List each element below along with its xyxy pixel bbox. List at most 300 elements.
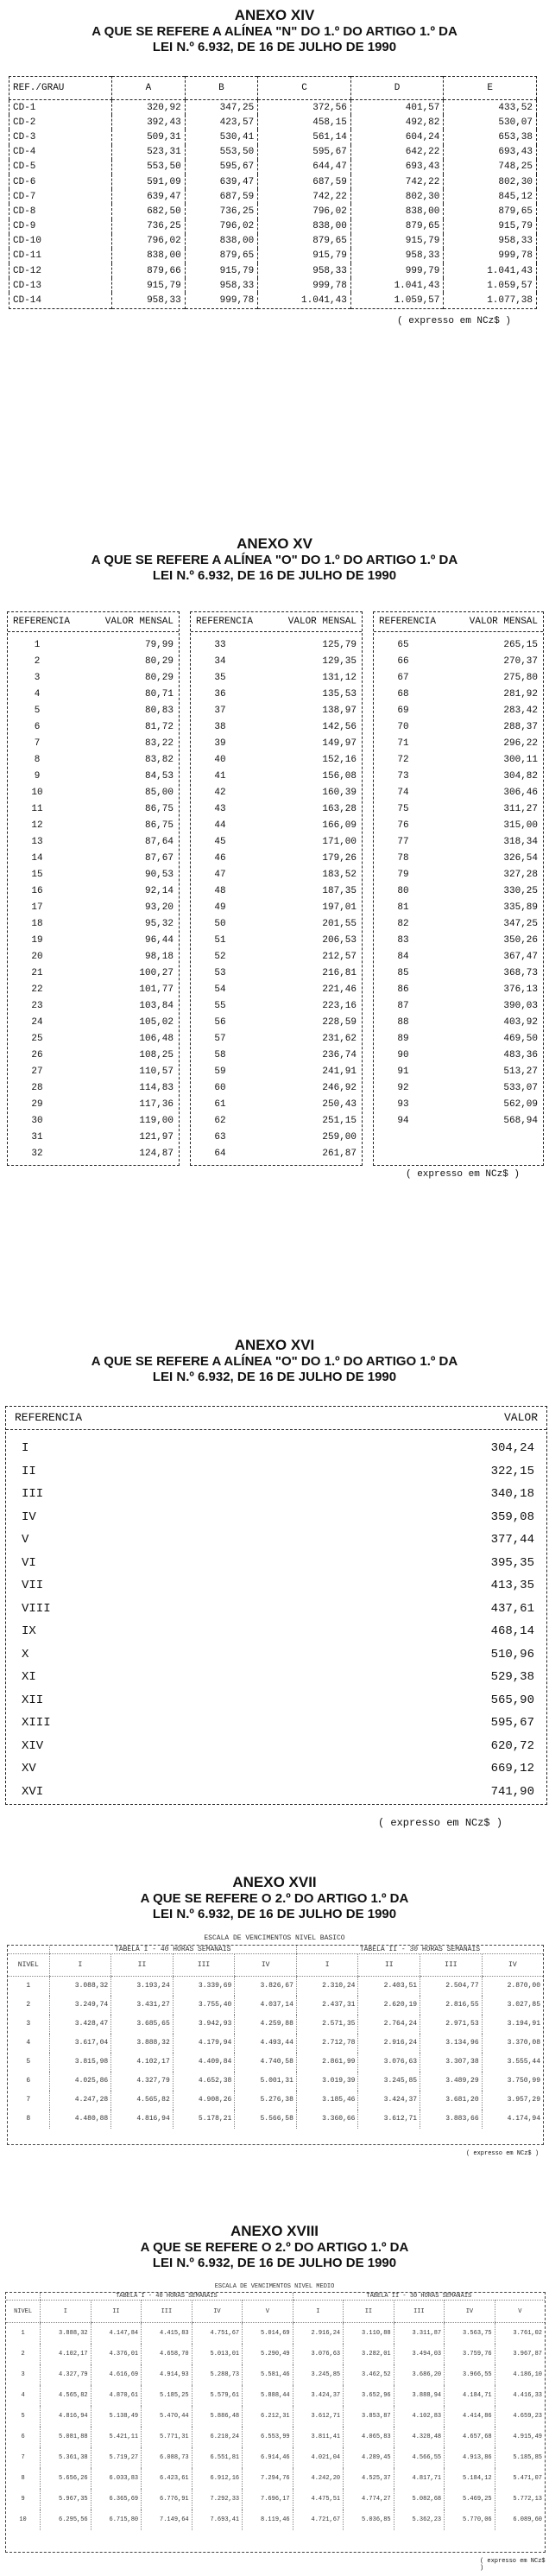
table-cell: 5.469,25: [445, 2489, 495, 2510]
valor-cell: 80,29: [144, 656, 174, 667]
anexo-xv-line1: A QUE SE REFERE A ALÍNEA "O" DO 1.º DO ARTIGO 1.º DA: [91, 553, 458, 567]
column-header: C: [258, 77, 351, 100]
table-cell: 3.888,32: [41, 2323, 92, 2344]
referencia-cell: 30: [31, 1116, 43, 1126]
referencia-cell: 22: [31, 984, 43, 995]
table-row: [8, 2110, 543, 2129]
table-row: [191, 670, 362, 687]
valor-cell: 179,26: [322, 853, 357, 864]
referencia-cell: I: [22, 1441, 29, 1455]
valor-cell: 568,94: [503, 1116, 538, 1126]
table-row: [374, 654, 543, 670]
table-row: [9, 115, 537, 130]
valor-cell: 83,82: [144, 755, 174, 765]
table-cell: 4.376,01: [91, 2344, 142, 2364]
table-cell: 5.361,38: [41, 2447, 92, 2468]
table-row: [374, 1031, 543, 1047]
referencia-cell: XV: [22, 1762, 36, 1775]
table-cell: 3.076,63: [293, 2344, 344, 2364]
valor-cell: 223,16: [322, 1001, 357, 1011]
table-row: [8, 900, 179, 916]
table-cell: 2.310,24: [296, 1977, 358, 1996]
referencia-cell: 35: [214, 673, 226, 683]
table-cell: 6.553,99: [243, 2427, 293, 2447]
table-header-row: [8, 1954, 543, 1977]
table-row: [191, 916, 362, 933]
referencia-cell: 93: [397, 1099, 409, 1110]
table-row: [191, 900, 362, 916]
table-row: [8, 867, 179, 883]
table-cell: 5.566,58: [235, 2110, 297, 2129]
group-tabela-ii: TABELA II - 30 HORAS SEMANAIS: [293, 2293, 545, 2301]
table-cell: 2.916,24: [293, 2323, 344, 2344]
table-cell: 5.276,38: [235, 2091, 297, 2110]
table-cell: 3.888,32: [111, 2034, 174, 2053]
referencia-cell: 68: [397, 689, 409, 699]
table-row: [191, 851, 362, 867]
table-row: [374, 670, 543, 687]
valor-cell: 83,22: [144, 738, 174, 749]
table-row: [6, 1598, 546, 1621]
table-cell: CD-14: [13, 295, 42, 307]
anexo-xv-column-2: [190, 611, 363, 1166]
referencia-cell: XII: [22, 1693, 44, 1707]
table-cell: 3.888,94: [394, 2385, 445, 2406]
referencia-cell: 69: [397, 706, 409, 716]
referencia-cell: 36: [214, 689, 226, 699]
table-row: [9, 100, 537, 116]
table-cell: 4.816,94: [111, 2110, 174, 2129]
table-cell: 6.088,73: [142, 2447, 192, 2468]
referencia-cell: 74: [397, 788, 409, 798]
table-cell: 3.194,91: [482, 2015, 543, 2034]
anexo-xv-footnote: ( expresso em NCz$ ): [406, 1169, 521, 1180]
table-cell: 999,78: [444, 249, 537, 263]
table-cell: 4.102,17: [111, 2053, 174, 2072]
table-cell: 742,22: [350, 174, 444, 189]
table-cell: CD-5: [13, 161, 36, 173]
column-header: II: [111, 1954, 174, 1977]
table-row: [9, 293, 537, 308]
table-cell: 1.041,43: [444, 263, 537, 278]
valor-cell: 129,35: [322, 656, 357, 667]
table-row: [8, 785, 179, 801]
table-cell: 3.193,24: [111, 1977, 174, 1996]
table-cell: 693,43: [350, 160, 444, 174]
table-row: [8, 818, 179, 834]
table-row: [374, 965, 543, 982]
table-cell: 2.764,24: [358, 2015, 420, 2034]
referencia-cell: X: [22, 1647, 29, 1661]
valor-cell: 390,03: [503, 1001, 538, 1011]
table-header-row: [8, 612, 179, 632]
table-row: [8, 801, 179, 818]
table-row: [191, 883, 362, 900]
table-row: [191, 982, 362, 998]
referencia-cell: 43: [214, 804, 226, 814]
table-cell: 3.759,76: [445, 2344, 495, 2364]
table-cell: 5.001,31: [235, 2072, 297, 2091]
valor-cell: 413,35: [490, 1579, 534, 1592]
table-row: [191, 998, 362, 1015]
referencia-cell: 50: [214, 919, 226, 929]
table-cell: 6.551,81: [192, 2447, 243, 2468]
column-header: REF./GRAU: [9, 77, 112, 100]
anexo-xiv-line2: LEI N.º 6.932, DE 16 DE JULHO DE 1990: [152, 40, 397, 54]
table-cell: 3.494,03: [394, 2344, 445, 2364]
table-row: [6, 1437, 546, 1460]
table-cell: 5.178,21: [173, 2110, 235, 2129]
table-cell: 2.971,53: [420, 2015, 483, 2034]
table-row: [6, 1689, 546, 1712]
table-cell: 915,79: [350, 234, 444, 249]
referencia-cell: 90: [397, 1050, 409, 1060]
table-cell: 958,33: [258, 263, 351, 278]
table-cell: 4.414,86: [445, 2406, 495, 2427]
valor-cell: 206,53: [322, 935, 357, 946]
table-cell: 3.185,46: [296, 2091, 358, 2110]
table-cell: 3.462,52: [344, 2364, 394, 2385]
valor-cell: 275,80: [503, 673, 538, 683]
referencia-cell: 17: [31, 902, 43, 913]
table-row: [6, 2468, 545, 2489]
column-header: II: [91, 2301, 142, 2323]
table-cell: 4: [26, 2039, 31, 2047]
column-header: IV: [192, 2301, 243, 2323]
table-header-row: [374, 612, 543, 632]
column-header: IV: [482, 1954, 543, 1977]
table-cell: 4.416,33: [495, 2385, 545, 2406]
valor-cell: 131,12: [322, 673, 357, 683]
table-cell: 492,82: [350, 115, 444, 130]
referencia-cell: 94: [397, 1116, 409, 1126]
valor-cell: 80,71: [144, 689, 174, 699]
table-cell: 5: [26, 2058, 31, 2066]
table-cell: 423,57: [185, 115, 258, 130]
table-header-row: [191, 612, 362, 632]
table-row: [6, 1757, 546, 1781]
valor-cell: 377,44: [490, 1533, 534, 1547]
table-cell: 879,66: [112, 263, 186, 278]
table-cell: 5.967,35: [41, 2489, 92, 2510]
valor-cell: 335,89: [503, 902, 538, 913]
table-cell: 3.652,96: [344, 2385, 394, 2406]
col-referencia: REFERENCIA: [15, 1411, 83, 1424]
referencia-cell: 46: [214, 853, 226, 864]
table-cell: 639,47: [185, 174, 258, 189]
valor-cell: 327,28: [503, 870, 538, 880]
referencia-cell: 89: [397, 1034, 409, 1044]
anexo-xv-line2: LEI N.º 6.932, DE 16 DE JULHO DE 1990: [152, 568, 397, 583]
referencia-cell: 33: [214, 640, 226, 650]
table-cell: 1.059,57: [444, 278, 537, 293]
table-cell: 4.480,88: [49, 2110, 111, 2129]
table-row: [191, 1064, 362, 1080]
table-cell: 3.883,66: [420, 2110, 483, 2129]
table-cell: 5.886,48: [192, 2406, 243, 2427]
table-cell: 4.908,26: [173, 2091, 235, 2110]
valor-cell: 231,62: [322, 1034, 357, 1044]
referencia-cell: 16: [31, 886, 43, 896]
table-cell: 530,41: [185, 130, 258, 144]
table-row: [374, 867, 543, 883]
table-cell: 6.033,83: [91, 2468, 142, 2489]
table-cell: CD-13: [13, 280, 42, 291]
table-row: [9, 145, 537, 160]
column-header: II: [344, 2301, 394, 2323]
valor-cell: 513,27: [503, 1066, 538, 1077]
anexo-xvi-heading: [0, 1337, 549, 1385]
valor-cell: 119,00: [139, 1116, 174, 1126]
table-header-row: [6, 2301, 545, 2323]
table-row: [374, 1113, 543, 1130]
table-cell: 642,22: [350, 145, 444, 160]
table-cell: 3.307,38: [420, 2053, 483, 2072]
valor-cell: 469,50: [503, 1034, 538, 1044]
table-cell: 8.119,46: [243, 2510, 293, 2530]
table-cell: CD-6: [13, 176, 36, 187]
table-row: [6, 1552, 546, 1575]
referencia-cell: 55: [214, 1001, 226, 1011]
table-cell: 4.174,94: [482, 2110, 543, 2129]
valor-cell: 163,28: [322, 804, 357, 814]
table-cell: 4.179,94: [173, 2034, 235, 2053]
valor-cell: 281,92: [503, 689, 538, 699]
referencia-cell: 6: [34, 722, 41, 732]
table-cell: 4.817,71: [394, 2468, 445, 2489]
referencia-cell: 5: [34, 706, 41, 716]
table-cell: 958,33: [350, 249, 444, 263]
table-row: [374, 769, 543, 785]
valor-cell: 106,48: [139, 1034, 174, 1044]
table-cell: 3.311,87: [394, 2323, 445, 2344]
table-cell: 3.282,01: [344, 2344, 394, 2364]
table-row: [374, 736, 543, 752]
table-cell: 5.656,26: [41, 2468, 92, 2489]
table-header-row: [6, 1407, 546, 1430]
table-row: [8, 719, 179, 736]
table-cell: 2.861,99: [296, 2053, 358, 2072]
referencia-cell: 8: [34, 755, 41, 765]
anexo-xvii-title: ANEXO XVII: [232, 1874, 317, 1890]
group-tabela-ii: TABELA II - 30 HORAS SEMANAIS: [296, 1946, 543, 1954]
anexo-xv-column-3: [373, 611, 544, 1166]
anexo-xvii-footnote: ( expresso em NCz$ ): [466, 2150, 540, 2157]
referencia-cell: 81: [397, 902, 409, 913]
table-cell: 802,30: [350, 189, 444, 204]
anexo-xvii-table: [7, 1945, 544, 2145]
table-row: [8, 2091, 543, 2110]
valor-cell: 562,09: [503, 1099, 538, 1110]
valor-cell: 108,25: [139, 1050, 174, 1060]
table-row: [191, 654, 362, 670]
table-cell: 3.957,29: [482, 2091, 543, 2110]
table-row: [8, 769, 179, 785]
table-cell: 879,65: [258, 234, 351, 249]
table-cell: 4.186,10: [495, 2364, 545, 2385]
referencia-cell: 92: [397, 1083, 409, 1093]
valor-cell: 306,46: [503, 788, 538, 798]
table-cell: 7: [26, 2096, 31, 2104]
anexo-xiv-title: ANEXO XIV: [234, 7, 315, 23]
table-cell: 845,12: [444, 189, 537, 204]
table-header-row: [9, 77, 537, 100]
table-row: [6, 1506, 546, 1529]
valor-cell: 86,75: [144, 820, 174, 831]
table-cell: 2.870,00: [482, 1977, 543, 1996]
table-cell: 2.571,35: [296, 2015, 358, 2034]
table-cell: 2: [26, 2001, 31, 2009]
table-cell: 2.504,77: [420, 1977, 483, 1996]
table-cell: 591,09: [112, 174, 186, 189]
table-cell: 3.489,29: [420, 2072, 483, 2091]
table-cell: 796,02: [185, 219, 258, 234]
referencia-cell: XIV: [22, 1738, 44, 1753]
referencia-cell: 27: [31, 1066, 43, 1077]
table-cell: 5.770,06: [445, 2510, 495, 2530]
table-cell: CD-1: [13, 102, 36, 113]
table-cell: 3.685,65: [111, 2015, 174, 2034]
table-cell: 3.019,39: [296, 2072, 358, 2091]
table-row: [6, 2385, 545, 2406]
table-cell: 915,79: [258, 249, 351, 263]
valor-cell: 376,13: [503, 984, 538, 995]
valor-cell: 529,38: [490, 1670, 534, 1684]
table-cell: 3.555,44: [482, 2053, 543, 2072]
table-row: [8, 834, 179, 851]
table-cell: 3: [26, 2020, 31, 2028]
table-cell: 3.245,85: [358, 2072, 420, 2091]
valor-cell: 221,46: [322, 984, 357, 995]
table-cell: 3: [21, 2370, 25, 2378]
table-row: [374, 1064, 543, 1080]
table-cell: 1.041,43: [258, 293, 351, 308]
referencia-cell: 13: [31, 837, 43, 847]
table-cell: 4.652,38: [173, 2072, 235, 2091]
valor-cell: 93,20: [144, 902, 174, 913]
referencia-cell: 9: [34, 771, 41, 782]
table-row: [191, 769, 362, 785]
table-row: [8, 965, 179, 982]
table-cell: 687,59: [258, 174, 351, 189]
valor-cell: 565,90: [490, 1693, 534, 1707]
column-header: III: [420, 1954, 483, 1977]
column-header: E: [444, 77, 537, 100]
table-row: [191, 965, 362, 982]
valor-cell: 79,99: [144, 640, 174, 650]
table-cell: CD-12: [13, 265, 42, 276]
column-header: A: [112, 77, 186, 100]
referencia-cell: 11: [31, 804, 43, 814]
column-header: NIVEL: [6, 2301, 41, 2323]
valor-cell: 86,75: [144, 804, 174, 814]
table-cell: 8: [21, 2474, 25, 2482]
referencia-cell: 65: [397, 640, 409, 650]
valor-cell: 468,14: [490, 1624, 534, 1638]
table-cell: 693,43: [444, 145, 537, 160]
col-referencia: REFERENCIA: [379, 617, 437, 627]
table-cell: 3.563,75: [445, 2323, 495, 2344]
table-cell: 5.185,85: [495, 2447, 545, 2468]
table-row: [8, 2034, 543, 2053]
table-cell: 6.776,91: [142, 2489, 192, 2510]
table-cell: 5.081,88: [41, 2427, 92, 2447]
referencia-cell: 75: [397, 804, 409, 814]
table-cell: 6.715,80: [91, 2510, 142, 2530]
table-row: [191, 1097, 362, 1113]
referencia-cell: XI: [22, 1670, 36, 1684]
table-cell: 4.289,45: [344, 2447, 394, 2468]
table-cell: 9: [21, 2495, 25, 2503]
table-cell: 2.620,19: [358, 1996, 420, 2015]
table-cell: 5.579,61: [192, 2385, 243, 2406]
valor-cell: 84,53: [144, 771, 174, 782]
table-cell: 3.110,88: [344, 2323, 394, 2344]
anexo-xvi-table: [5, 1406, 547, 1805]
table-cell: 3.088,32: [49, 1977, 111, 1996]
table-cell: 644,47: [258, 160, 351, 174]
table-cell: 4.658,70: [142, 2344, 192, 2364]
table-cell: 433,52: [444, 100, 537, 116]
table-cell: 4.102,17: [41, 2344, 92, 2364]
referencia-cell: 78: [397, 853, 409, 864]
referencia-cell: 85: [397, 968, 409, 978]
table-row: [8, 637, 179, 654]
col-valor-mensal: VALOR MENSAL: [104, 617, 174, 627]
table-cell: 3.027,85: [482, 1996, 543, 2015]
valor-cell: 105,02: [139, 1017, 174, 1028]
table-row: [8, 670, 179, 687]
valor-cell: 92,14: [144, 886, 174, 896]
valor-cell: 98,18: [144, 952, 174, 962]
referencia-cell: 1: [34, 640, 41, 650]
table-row: [6, 2427, 545, 2447]
table-cell: 3.681,20: [420, 2091, 483, 2110]
referencia-cell: 70: [397, 722, 409, 732]
table-cell: 687,59: [185, 189, 258, 204]
table-row: [8, 998, 179, 1015]
table-cell: 3.815,98: [49, 2053, 111, 2072]
table-cell: 4.740,58: [235, 2053, 297, 2072]
referencia-cell: 86: [397, 984, 409, 995]
referencia-cell: 71: [397, 738, 409, 749]
column-header: IV: [235, 1954, 297, 1977]
referencia-cell: 64: [214, 1149, 226, 1159]
referencia-cell: 62: [214, 1116, 226, 1126]
anexo-xvi-footnote: ( expresso em NCz$ ): [378, 1817, 503, 1829]
valor-cell: 187,35: [322, 886, 357, 896]
table-cell: 3.686,20: [394, 2364, 445, 2385]
table-cell: 4.147,84: [91, 2323, 142, 2344]
table-cell: 4.659,23: [495, 2406, 545, 2427]
col-valor-mensal: VALOR MENSAL: [287, 617, 357, 627]
referencia-cell: IX: [22, 1624, 36, 1638]
table-row: [191, 687, 362, 703]
table-row: [191, 1031, 362, 1047]
valor-cell: 216,81: [322, 968, 357, 978]
referencia-cell: 66: [397, 656, 409, 667]
table-cell: 999,78: [185, 293, 258, 308]
table-cell: 10: [19, 2516, 27, 2523]
referencia-cell: 80: [397, 886, 409, 896]
table-cell: 5.581,46: [243, 2364, 293, 2385]
column-header: B: [185, 77, 258, 100]
table-cell: 458,15: [258, 115, 351, 130]
table-row: [374, 818, 543, 834]
table-row: [6, 2364, 545, 2385]
table-row: [8, 1097, 179, 1113]
table-row: [6, 1712, 546, 1735]
